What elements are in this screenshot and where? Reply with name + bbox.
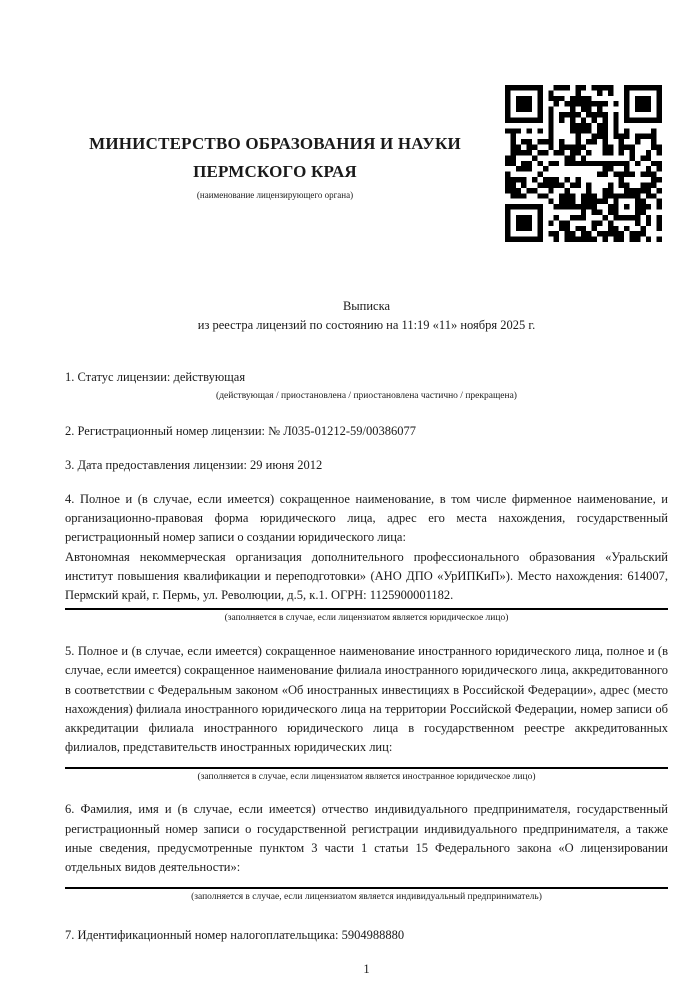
item-2-text: 2. Регистрационный номер лицензии: № Л035-01212-59/00386077 (65, 423, 416, 438)
fill-line (65, 887, 668, 889)
item-2-registration-number (65, 422, 668, 441)
item-1-license-status (65, 368, 668, 402)
document-title (65, 297, 668, 335)
item-6-note: (заполняется в случае, если лицензиатом является индивидуальный предприниматель) (191, 892, 542, 903)
document-body (65, 297, 668, 980)
item-7-taxpayer-id (65, 926, 668, 945)
item-3-text: 3. Дата предоставления лицензии: 29 июня 2012 (65, 457, 323, 472)
qr-code-icon (505, 85, 662, 242)
item-4-legal-entity (65, 490, 668, 625)
fill-line (65, 608, 668, 610)
licensing-authority-caption: (наименование лицензирующего органа) (196, 190, 354, 200)
item-5-foreign-entity (65, 642, 668, 784)
page-number: 1 (363, 962, 370, 977)
title-line-1: Выписка (342, 299, 391, 313)
item-3-license-grant-date (65, 456, 668, 475)
ministry-header (55, 130, 495, 202)
item-4-note: (заполняется в случае, если лицензиатом является юридическое лицо) (224, 613, 509, 624)
item-6-text: 6. Фамилия, имя и (в случае, если имеется) отчество индивидуального предпринимателя, государственный регистрационный номер записи о государственной регистрации индивидуального предпринимателя, а также иные сведения, предусмотренные пунктом 3 части 1 статьи 15 Федерального закона «О лицензировании отдельных видов деятельности»: (65, 802, 668, 875)
item-1-note: (действующая / приостановлена / приостановлена частично / прекращена) (216, 390, 517, 401)
fill-line (65, 767, 668, 769)
item-6-individual-entrepreneur (65, 800, 668, 904)
item-1-text: 1. Статус лицензии: действующая (65, 370, 246, 385)
item-4-text: 4. Полное и (в случае, если имеется) сокращенное наименование, в том числе фирменное наименование, и организационно-правовая форма юридического лица, адрес его места нахождения, государственный регистрационный номер записи о создании юридического лица: (65, 492, 668, 545)
ministry-name-line1: МИНИСТЕРСТВО ОБРАЗОВАНИЯ И НАУКИ (89, 134, 461, 153)
item-4-value: Автономная некоммерческая организация дополнительного профессионального образования «Уральский институт повышения квалификации и переподготовки» (АНО ДПО «УрИПКиП»). Место нахождения: 614007, Пермский край, г. Пермь, ул. Революции, д.5, к.1. ОГРН: 1125900001182. (65, 549, 668, 603)
item-5-text: 5. Полное и (в случае, если имеется) сокращенное наименование иностранного юридического лица, полное и (в случае, если имеется) сокращенное наименование филиала иностранного юридического лица, аккредитованного в соответствии с Федеральным законом «Об иностранных инвестициях в Российской Федерации», адрес (место нахождения) филиала иностранного юридического лица на территории Российской Федерации, номер записи об аккредитации филиала иностранного юридического лица в государственном реестре аккредитованных филиалов, представительств иностранных юридических лиц: (65, 644, 668, 755)
item-7-text: 7. Идентификационный номер налогоплательщика: 5904988880 (65, 928, 405, 943)
item-5-note: (заполняется в случае, если лицензиатом является иностранное юридическое лицо) (197, 772, 536, 783)
extract-date-line: из реестра лицензий по состоянию на 11:19 «11» ноября 2025 г. (197, 318, 536, 333)
ministry-name-line2: ПЕРМСКОГО КРАЯ (193, 162, 357, 181)
